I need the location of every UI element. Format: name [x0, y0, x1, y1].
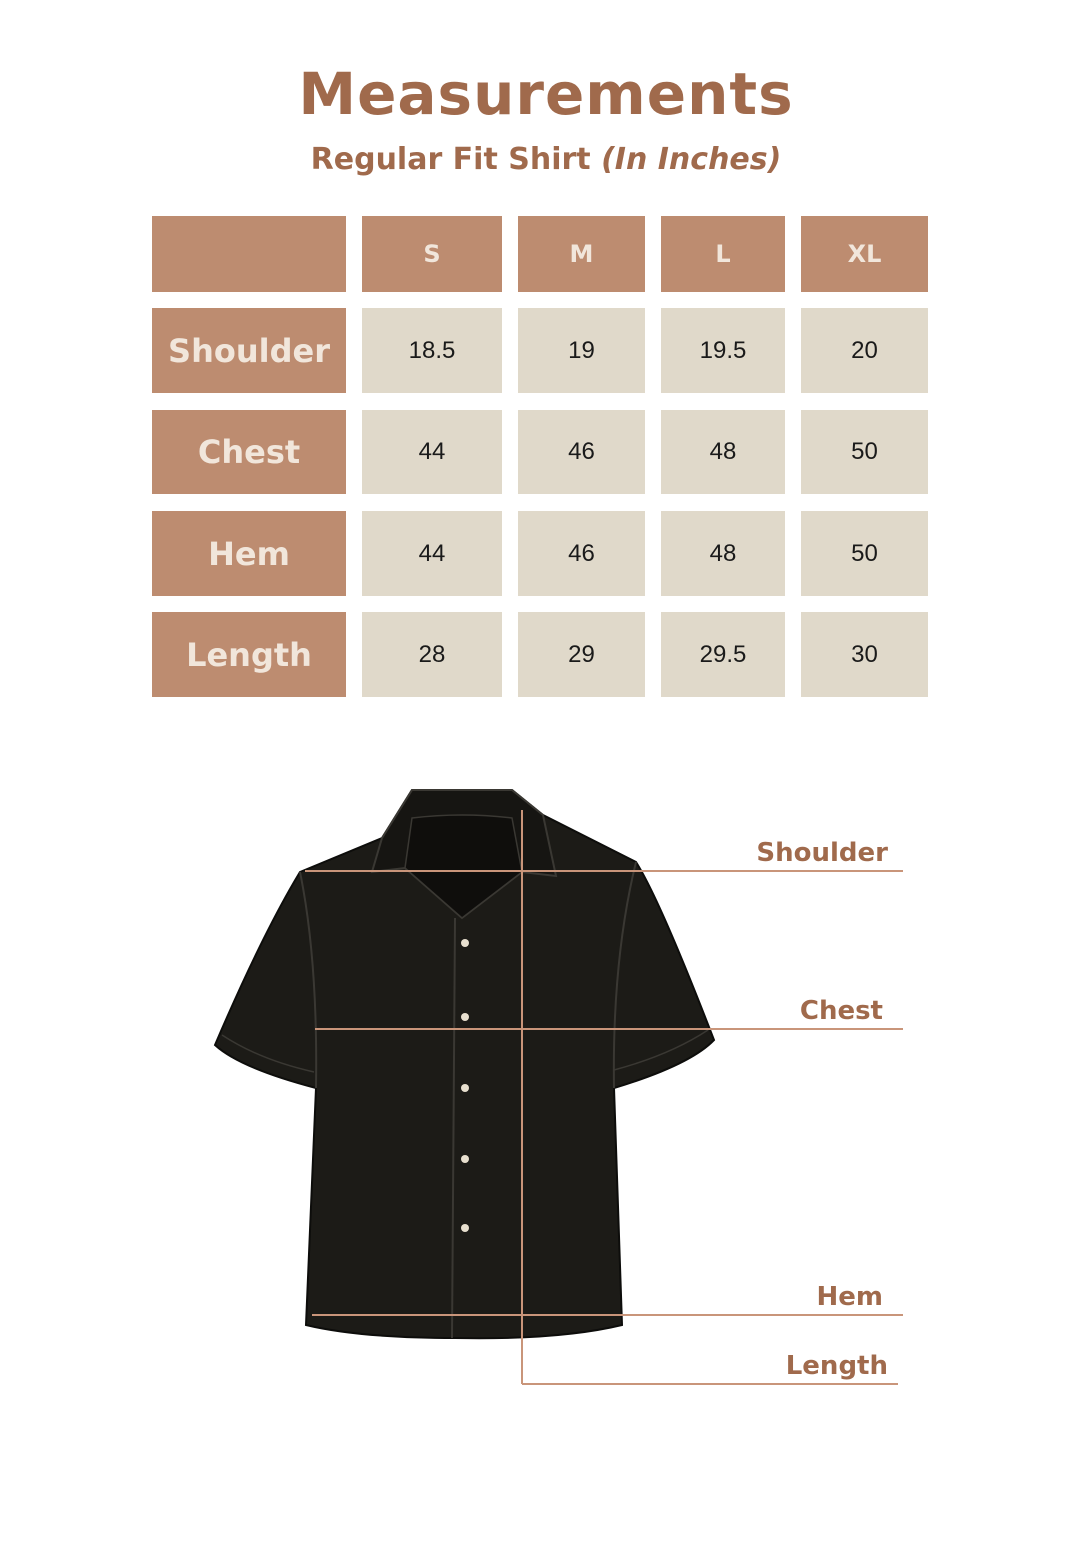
size-header-xl: XL: [801, 216, 928, 292]
shirt-button: [461, 1013, 469, 1021]
table-cell: 19: [518, 308, 645, 393]
table-cell: 44: [362, 511, 502, 596]
table-cell: 30: [801, 612, 928, 697]
row-label-length: Length: [152, 612, 346, 697]
page-title: Measurements: [298, 60, 794, 128]
table-cell: 48: [661, 410, 785, 494]
diagram-label-length: Length: [785, 1351, 888, 1381]
shirt-button: [461, 1155, 469, 1163]
table-cell: 44: [362, 410, 502, 494]
shirt-button: [461, 1224, 469, 1232]
table-cell: 29.5: [661, 612, 785, 697]
diagram-label-chest: Chest: [799, 996, 883, 1026]
table-cell: 48: [661, 511, 785, 596]
size-header-m: M: [518, 216, 645, 292]
table-cell: 50: [801, 410, 928, 494]
row-label-hem: Hem: [152, 511, 346, 596]
subtitle-text: Regular Fit Shirt: [310, 142, 591, 177]
table-cell: 46: [518, 410, 645, 494]
row-label-chest: Chest: [152, 410, 346, 494]
diagram-label-shoulder: Shoulder: [756, 838, 888, 868]
shirt-button: [461, 939, 469, 947]
table-cell: 28: [362, 612, 502, 697]
shirt-button: [461, 1084, 469, 1092]
table-cell: 20: [801, 308, 928, 393]
subtitle-unit: (In Inches): [601, 142, 782, 177]
size-header-l: L: [661, 216, 785, 292]
table-cell: 50: [801, 511, 928, 596]
table-cell: 29: [518, 612, 645, 697]
row-label-shoulder: Shoulder: [152, 308, 346, 393]
table-cell: 19.5: [661, 308, 785, 393]
size-header-s: S: [362, 216, 502, 292]
table-cell: 18.5: [362, 308, 502, 393]
diagram-label-hem: Hem: [816, 1282, 883, 1312]
table-cell: 46: [518, 511, 645, 596]
